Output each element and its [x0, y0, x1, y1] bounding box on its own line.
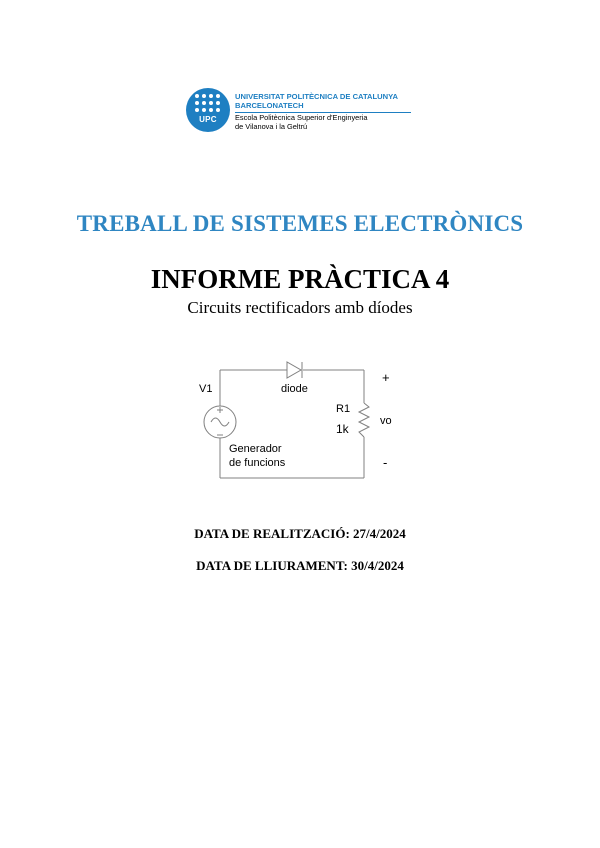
upc-logo	[186, 88, 426, 134]
output-minus-label: -	[383, 455, 388, 470]
school-name-line2: de Vilanova i la Geltrú	[235, 122, 308, 131]
report-subtitle: Circuits rectificadors amb díodes	[187, 298, 413, 317]
source-name-label: V1	[199, 383, 213, 395]
emblem-dots	[195, 94, 221, 114]
rectifier-circuit-diagram	[192, 350, 412, 490]
diode-symbol	[287, 362, 301, 378]
resistor-value-label: 1k	[336, 422, 349, 436]
realization-date: DATA DE REALITZACIÓ: 27/4/2024	[194, 526, 406, 541]
logo-text	[235, 92, 435, 131]
university-name: UNIVERSITAT POLITÈCNICA DE CATALUNYA	[235, 92, 398, 101]
report-title: INFORME PRÀCTICA 4	[150, 264, 450, 294]
diode-label: diode	[281, 383, 308, 395]
generator-label-line2: de funcions	[229, 457, 286, 469]
output-plus-label: +	[382, 370, 390, 385]
emblem-text: UPC	[199, 115, 217, 124]
resistor-symbol	[359, 403, 369, 437]
generator-label-line1: Generador	[229, 443, 282, 455]
ac-source-wave	[211, 418, 229, 426]
delivery-date: DATA DE LLIURAMENT: 30/4/2024	[196, 558, 404, 573]
brand-prefix: BARCELONA	[235, 101, 283, 110]
resistor-name-label: R1	[336, 403, 351, 415]
course-title: TREBALL DE SISTEMES ELECTRÒNICS	[76, 211, 524, 236]
brand-suffix: TECH	[282, 101, 304, 110]
upc-emblem	[186, 88, 230, 132]
barcelonatech-brand	[235, 101, 411, 113]
output-voltage-label: vo	[380, 415, 392, 427]
school-name-line1: Escola Politècnica Superior d'Enginyeria	[235, 113, 368, 122]
